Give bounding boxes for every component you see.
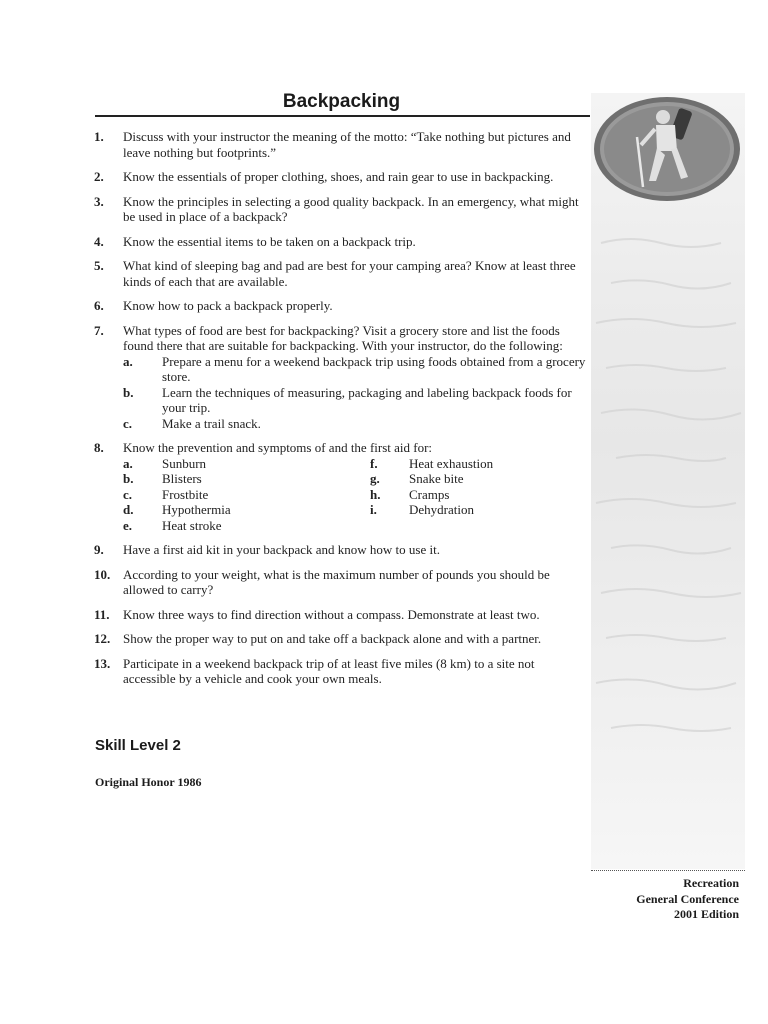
footer-organization: General Conference: [636, 891, 739, 906]
item-number: 7.: [94, 322, 104, 338]
sub-text: Make a trail snack.: [162, 415, 261, 431]
requirement-item: [94, 298, 590, 314]
item-text: Know the principles in selecting a good quality backpack. In an emergency, what might be used in place of a backpack?: [123, 193, 579, 224]
sub-text: Cramps: [409, 486, 450, 502]
sub-item: [370, 502, 590, 518]
requirement-item: [94, 656, 590, 687]
sub-item: [123, 416, 590, 432]
honor-badge: [594, 97, 740, 201]
texture-streaks: [596, 239, 741, 731]
sub-letter: a.: [123, 455, 133, 471]
sub-letter: f.: [370, 455, 378, 471]
sub-letter: h.: [370, 486, 381, 502]
requirement-item: [94, 440, 590, 533]
sub-text: Blisters: [162, 471, 202, 486]
requirement-item: [94, 194, 590, 225]
sub-letter: b.: [123, 471, 134, 486]
sub-item: [123, 471, 370, 487]
item-text: Discuss with your instructor the meaning of the motto: “Take nothing but pictures and leave nothing but footprints.”: [123, 129, 571, 160]
requirement-item: [94, 567, 590, 598]
item-number: 1.: [94, 129, 104, 144]
sub-letter: e.: [123, 517, 133, 533]
side-divider: [591, 870, 745, 871]
sub-item: [123, 456, 370, 472]
side-panel: [591, 93, 745, 869]
first-aid-column-2: [370, 456, 590, 534]
requirement-item: [94, 234, 590, 250]
sub-text: Learn the techniques of measuring, packaging and labeling backpack foods for your trip.: [162, 384, 572, 415]
sub-letter: b.: [123, 384, 134, 400]
sub-item: [370, 471, 590, 487]
title-rule: [95, 115, 590, 117]
item-number: 5.: [94, 258, 104, 273]
sub-item: [370, 487, 590, 503]
item-number: 3.: [94, 193, 104, 209]
item-number: 6.: [94, 298, 104, 313]
sub-letter: c.: [123, 486, 133, 502]
item-number: 11.: [94, 606, 110, 622]
item-text: What kind of sleeping bag and pad are best for your camping area? Know at least three kinds of each that are available.: [123, 258, 576, 289]
sub-text: Prepare a menu for a weekend backpack trip using foods obtained from a grocery store.: [162, 353, 586, 384]
item-number: 9.: [94, 542, 104, 557]
first-aid-columns: [123, 456, 590, 534]
item-number: 8.: [94, 440, 104, 455]
requirement-item: [94, 607, 590, 623]
sub-item: [123, 487, 370, 503]
footer-edition: 2001 Edition: [673, 907, 739, 921]
requirement-item: [94, 631, 590, 647]
item-text: Have a first aid kit in your backpack and know how to use it.: [123, 542, 440, 557]
sub-text: Dehydration: [409, 502, 474, 517]
sub-item: [123, 385, 590, 416]
item-number: 2.: [94, 169, 104, 184]
sub-text: Heat exhaustion: [409, 455, 494, 471]
requirement-item: [94, 323, 590, 432]
requirement-item: [94, 542, 590, 558]
item-text: Know the essentials of proper clothing, shoes, and rain gear to use in backpacking.: [123, 169, 554, 184]
sub-letter: d.: [123, 502, 134, 517]
item-text: Know the essential items to be taken on a backpack trip.: [123, 233, 416, 249]
footer-category: Recreation: [683, 876, 739, 890]
item-text: What types of food are best for backpacking? Visit a grocery store and list the foods found there that are suitable for backpacking. With your instructor, do the following:: [123, 322, 563, 353]
original-honor-note: Original Honor 1986: [95, 775, 202, 789]
sub-item: [370, 456, 590, 472]
item-text: Know the prevention and symptoms of and the first aid for:: [123, 440, 433, 455]
footer-info: [636, 876, 739, 923]
item-text: Know how to pack a backpack properly.: [123, 298, 333, 313]
skill-level-heading: Skill Level 2: [95, 737, 181, 754]
page-title: Backpacking: [282, 91, 401, 112]
item-text: Participate in a weekend backpack trip of at least five miles (8 km) to a site not accessible by a vehicle and cook your own meals.: [123, 655, 535, 686]
first-aid-column-1: [123, 456, 370, 534]
sub-text: Snake bite: [409, 471, 464, 486]
sub-item: [123, 502, 370, 518]
sub-text: Sunburn: [162, 455, 207, 471]
sub-text: Frostbite: [162, 486, 209, 502]
item-text: According to your weight, what is the maximum number of pounds you should be allowed to carry?: [123, 566, 550, 597]
item-number: 13.: [94, 655, 111, 671]
item-number: 10.: [94, 566, 111, 582]
sub-letter: c.: [123, 415, 133, 431]
sub-letter: i.: [370, 502, 377, 517]
item-number: 4.: [94, 233, 104, 249]
sub-item: [123, 354, 590, 385]
sub-letter: g.: [370, 471, 380, 486]
sub-letter: a.: [123, 353, 133, 369]
requirements-list: [94, 129, 590, 696]
requirement-item: [94, 169, 590, 185]
requirement-item: [94, 258, 590, 289]
item-number: 12.: [94, 631, 111, 646]
requirement-item: [94, 129, 590, 160]
item-text: Know three ways to find direction without a compass. Demonstrate at least two.: [123, 606, 540, 622]
sub-text: Hypothermia: [162, 502, 231, 517]
sub-text: Heat stroke: [162, 517, 222, 533]
item-text: Show the proper way to put on and take off a backpack alone and with a partner.: [123, 631, 542, 646]
sub-item: [123, 518, 370, 534]
